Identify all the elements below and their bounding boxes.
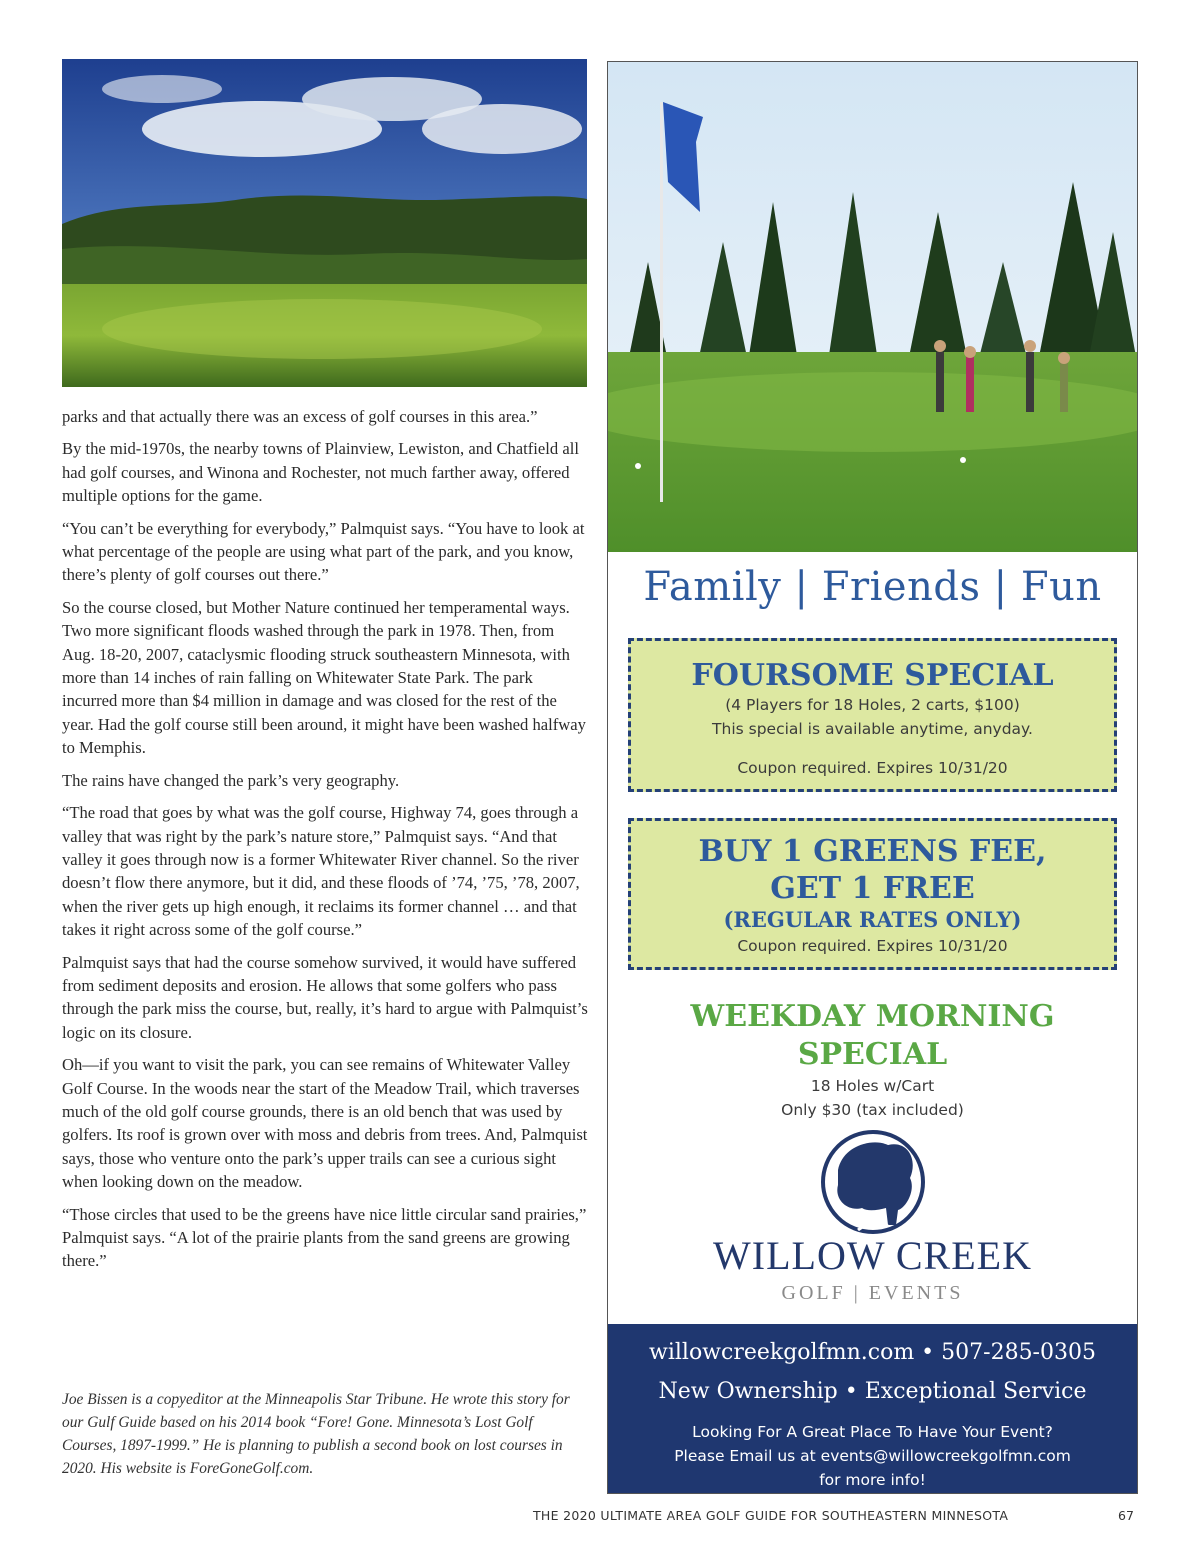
greens-fee-coupon [628, 818, 1117, 970]
weekday-title: WEEKDAY MORNING [690, 999, 1055, 1034]
meadow-photo [62, 59, 587, 387]
article-paragraph: “Those circles that used to be the greens have nice little circular sand prairies,” Palmquist says. “A lot of the prairie plants from the sand greens are growing there.” [62, 1204, 587, 1271]
coupon-title: GET 1 FREE [770, 871, 975, 906]
coupon-detail: (4 Players for 18 Holes, 2 carts, $100) [725, 696, 1020, 714]
article-paragraph: So the course closed, but Mother Nature continued her temperamental ways. Two more significant floods washed through the park in 1978. Then, from Aug. 18-20, 2007, cataclysmic flooding struck southeastern Minnesota, with more than 14 inches of rain falling on Whitewater State Park. The park incurred more than $4 million in damage and was closed for the rest of the year. Had the golf course still been around, it might have been washed halfway to Memphis. [62, 597, 586, 758]
contact-band [608, 1324, 1137, 1494]
article-paragraph: parks and that actually there was an excess of golf courses in this area.” [62, 407, 538, 426]
golf-course-photo [608, 62, 1137, 552]
page-number: 67 [1118, 1508, 1134, 1523]
coupon-expiry: Coupon required. Expires 10/31/20 [737, 937, 1008, 955]
ad-slogan: New Ownership • Exceptional Service [658, 1379, 1087, 1404]
article-paragraph: Oh—if you want to visit the park, you can see remains of Whitewater Valley Golf Course. In the woods near the start of the Meadow Trail, which traverses much of the old golf course grounds, there is an old bench that was used by golfers. Its roof is grown over with moss and debris from trees. And, Palmquist says, those who venture onto the park’s upper trails can see a curious sight when looking down on the meadow. [62, 1055, 588, 1192]
weekday-detail: 18 Holes w/Cart [810, 1077, 935, 1095]
ad-tagline: Family | Friends | Fun [643, 564, 1102, 610]
willow-creek-ad [607, 61, 1138, 1494]
article-paragraph: “You can’t be everything for everybody,” Palmquist says. “You have to look at what percentage of the people are using what part of the park, and you know, there’s plenty of golf courses out there.” [62, 518, 585, 585]
article-paragraph: The rains have changed the park’s very geography. [62, 770, 400, 790]
coupon-subtitle: (REGULAR RATES ONLY) [723, 907, 1022, 932]
coupon-expiry: Coupon required. Expires 10/31/20 [737, 759, 1008, 777]
event-info: Looking For A Great Place To Have Your Event? [692, 1423, 1053, 1441]
event-info: Please Email us at events@willowcreekgolfmn.com [674, 1447, 1071, 1465]
website-phone: willowcreekgolfmn.com • 507-285-0305 [649, 1340, 1096, 1365]
weekday-detail: Only $30 (tax included) [781, 1101, 964, 1119]
article-paragraph: By the mid-1970s, the nearby towns of Plainview, Lewiston, and Chatfield all had golf courses, and Winona and Rochester, not much farther away, offered multiple options for the game. [62, 439, 579, 506]
article-paragraph: “The road that goes by what was the golf course, Highway 74, goes through a valley that was right by the park’s nature store,” Palmquist says. “And that valley it goes through now is a former Whitewater River channel. So the river doesn’t flow there anymore, but it did, and these floods of ’74, ’75, ’78, 2007, when the river gets up high enough, it reclaims its former channel … and that takes it right across some of the golf course.” [62, 803, 580, 940]
publication-footer: THE 2020 ULTIMATE AREA GOLF GUIDE FOR SOUTHEASTERN MINNESOTA [533, 1508, 1009, 1523]
logo-subtitle: GOLF | EVENTS [781, 1282, 964, 1304]
logo-name: WILLOW CREEK [713, 1233, 1032, 1278]
coupon-title: FOURSOME SPECIAL [691, 658, 1054, 693]
weekday-title: SPECIAL [797, 1037, 948, 1072]
article-body [62, 405, 588, 1282]
author-bio: Joe Bissen is a copyeditor at the Minneapolis Star Tribune. He wrote this story for our Gulf Guide based on his 2014 book “Fore! Gone. Minnesota’s Lost Golf Courses, 1897-1999.” He is planning to publish a second book on lost courses in 2020. His website is ForeGoneGolf.com. [62, 1391, 570, 1477]
coupon-detail: This special is available anytime, anyday. [712, 720, 1033, 738]
event-info: for more info! [819, 1471, 926, 1489]
coupon-title: BUY 1 GREENS FEE, [698, 834, 1047, 869]
weekday-special [608, 998, 1137, 1122]
article-paragraph: Palmquist says that had the course somehow survived, it would have suffered from sediment deposits and erosion. He allows that some golfers who pass through the park miss the course, but, really, it’s hard to argue with Palmquist’s logic on its closure. [62, 952, 588, 1042]
foursome-coupon [628, 638, 1117, 792]
